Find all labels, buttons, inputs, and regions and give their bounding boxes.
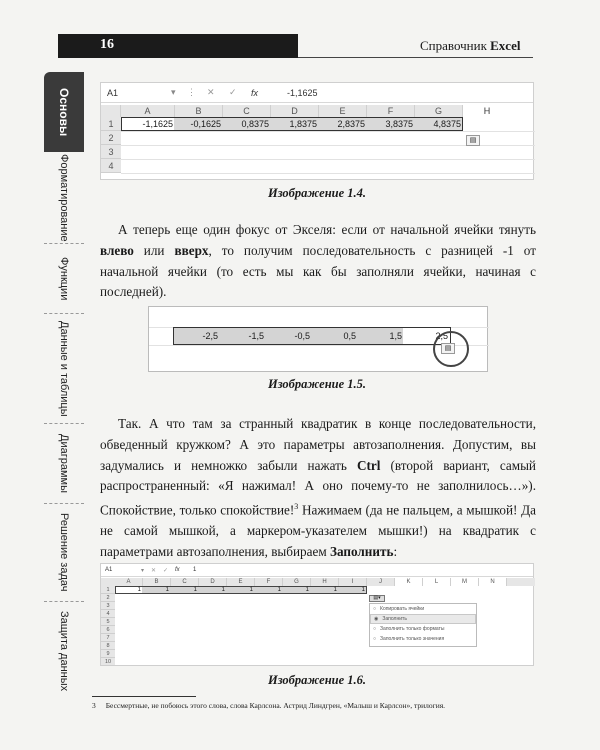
col-header[interactable]: K [395,578,423,586]
cell[interactable]: 0,5 [343,331,356,341]
cell[interactable]: 3,8375 [385,119,413,129]
col-header[interactable]: D [199,578,227,586]
col-header[interactable]: I [339,578,367,586]
menu-item-fill-values[interactable]: ○ Заполнить только значения [373,636,445,642]
tab-functions[interactable]: Функции [44,244,84,314]
cancel-icon[interactable]: ✕ [207,87,215,97]
gridline [121,131,535,132]
col-header[interactable]: F [255,578,283,586]
menu-item-copy-cells[interactable]: ○ Копировать ячейки [373,606,425,612]
enter-icon[interactable]: ✓ [163,567,169,574]
cell[interactable]: 1,8375 [289,119,317,129]
cell[interactable]: 1 [249,587,253,593]
cell-a1[interactable]: -1,1625 [142,119,173,129]
figure-1-4-spreadsheet [100,82,534,180]
cell[interactable]: 4,8375 [433,119,461,129]
col-header[interactable]: H [311,578,339,586]
col-header[interactable]: G [283,578,311,586]
col-header[interactable]: E [319,105,367,117]
tab-problem-solving[interactable]: Решение задач [44,504,84,602]
caption-1-4: Изображение 1.4. [267,186,367,200]
cell[interactable]: 1 [333,587,337,593]
col-header[interactable]: N [479,578,507,586]
cell[interactable]: 1 [137,587,141,593]
caption-1-5: Изображение 1.5. [267,377,367,391]
footnote-rule [92,696,196,697]
name-box[interactable]: A1 [105,567,113,573]
menu-item-fill[interactable]: ◉ Заполнить [370,614,476,624]
cell[interactable]: -1,5 [248,331,264,341]
paragraph-1: А теперь еще один фокус от Экселя: если от начальной ячейки тянуть влево или вверх, то получим последовательность с разницей -1 от начальной ячейки (то есть мы как бы заполняли ячейки, начиная с последней). [100,222,536,300]
col-header[interactable]: B [175,105,223,117]
radio-icon[interactable]: ○ [373,636,377,642]
footnote: 3 Бессмертные, не побоюсь этого слова, слова Карлсона. Астрид Линдгрен, «Малыш и Карлсон», трилогия. [92,701,446,710]
cell[interactable]: 1 [305,587,309,593]
cell[interactable]: -2,5 [202,331,218,341]
col-header[interactable]: G [415,105,463,117]
autofill-options-icon[interactable]: ▤ [466,135,480,146]
book-title: Справочник Excel [420,38,521,53]
row-header[interactable]: 6 [101,626,115,634]
grid [101,578,535,667]
enter-icon[interactable]: ✓ [229,87,237,97]
row-header[interactable]: 3 [101,145,121,159]
row-header[interactable]: 1 [101,586,115,594]
col-header[interactable]: C [171,578,199,586]
cell[interactable]: 1 [277,587,281,593]
grid [101,105,535,181]
col-header[interactable]: M [451,578,479,586]
col-header[interactable]: F [367,105,415,117]
cell[interactable]: -0,5 [294,331,310,341]
row-header[interactable]: 1 [101,117,121,131]
header-bar [58,34,298,58]
cell[interactable]: 1,5 [389,331,402,341]
cell[interactable]: 1 [361,587,365,593]
autofill-menu [369,603,477,647]
page-number: 16 [100,37,114,52]
fx-icon[interactable]: fx [251,87,259,98]
tab-formatting[interactable]: Форматирование [44,152,84,244]
row-header[interactable]: 2 [101,131,121,145]
header-rule [298,57,533,58]
tab-basics[interactable]: Основы [44,72,84,152]
cell[interactable]: 1 [221,587,225,593]
fx-icon[interactable]: fx [175,567,180,573]
formula-bar [101,83,533,103]
chevron-down-icon[interactable]: ▾ [141,567,145,574]
cell[interactable]: -0,1625 [190,119,221,129]
more-icon: ⋮ [187,87,196,97]
formula-input[interactable]: -1,1625 [287,87,318,98]
row-header[interactable]: 4 [101,159,121,173]
tab-data-protection[interactable]: Защита данных [58,610,70,692]
autofill-options-button[interactable]: ▤▾ [369,595,385,602]
row-header[interactable]: 7 [101,634,115,642]
row-header[interactable]: 5 [101,618,115,626]
radio-icon[interactable]: ○ [373,606,377,612]
radio-selected-icon[interactable]: ◉ [374,616,379,622]
col-header[interactable]: A [121,105,175,117]
side-tabs [44,72,84,700]
cancel-icon[interactable]: ✕ [151,567,157,574]
row-header[interactable]: 10 [101,658,115,666]
figure-1-6-spreadsheet [100,563,534,666]
gridline [121,173,535,174]
col-header[interactable]: C [223,105,271,117]
col-header[interactable]: H [463,105,511,117]
row-header[interactable]: 2 [101,594,115,602]
row-header[interactable]: 3 [101,602,115,610]
caption-1-6: Изображение 1.6. [267,673,367,687]
col-header[interactable]: B [143,578,171,586]
cell[interactable]: 2,8375 [337,119,365,129]
cell[interactable]: 0,8375 [241,119,269,129]
gridline [121,159,535,160]
col-header[interactable]: L [423,578,451,586]
figure-1-5-spreadsheet [148,306,488,372]
radio-icon[interactable]: ○ [373,626,377,632]
paragraph-2: Так. А что там за странный квадратик в конце последовательности, обведенный кружком? А это параметры автозаполнения. Допустим, вы задумались и немножко забыли нажать Ctrl (второй вариант, самый распространенный: «Я нажимал! А оно почему-то не заполнилось…»). Спокойствие, только спокойствие!$^3$ Нажимаем (да не пальцем, а мышкой! Да не самой мышкой, а маркером-указателем мышки!) на квадратик с параметрами автозаполнения, выбираем Заполнить: [100,416,536,560]
cell[interactable]: 2,5 [435,331,448,341]
col-header[interactable]: E [227,578,255,586]
tab-data-tables[interactable]: Данные и таблицы [44,314,84,424]
formula-input[interactable]: 1 [193,567,197,573]
name-box[interactable]: A1 [107,87,119,98]
row-header[interactable]: 4 [101,610,115,618]
cell[interactable]: 1 [165,587,169,593]
formula-bar [101,564,533,577]
corner-cell[interactable] [101,105,121,117]
row-header[interactable]: 9 [101,650,115,658]
col-header[interactable]: J [367,578,395,586]
col-header[interactable]: D [271,105,319,117]
menu-item-fill-formats[interactable]: ○ Заполнить только форматы [373,626,445,632]
row-header[interactable]: 8 [101,642,115,650]
chevron-down-icon[interactable]: ▾ [171,87,176,97]
tab-charts[interactable]: Диаграммы [44,424,84,504]
autofill-options-icon[interactable]: ▤ [441,343,455,354]
col-header[interactable]: A [115,578,143,586]
cell[interactable]: 1 [193,587,197,593]
